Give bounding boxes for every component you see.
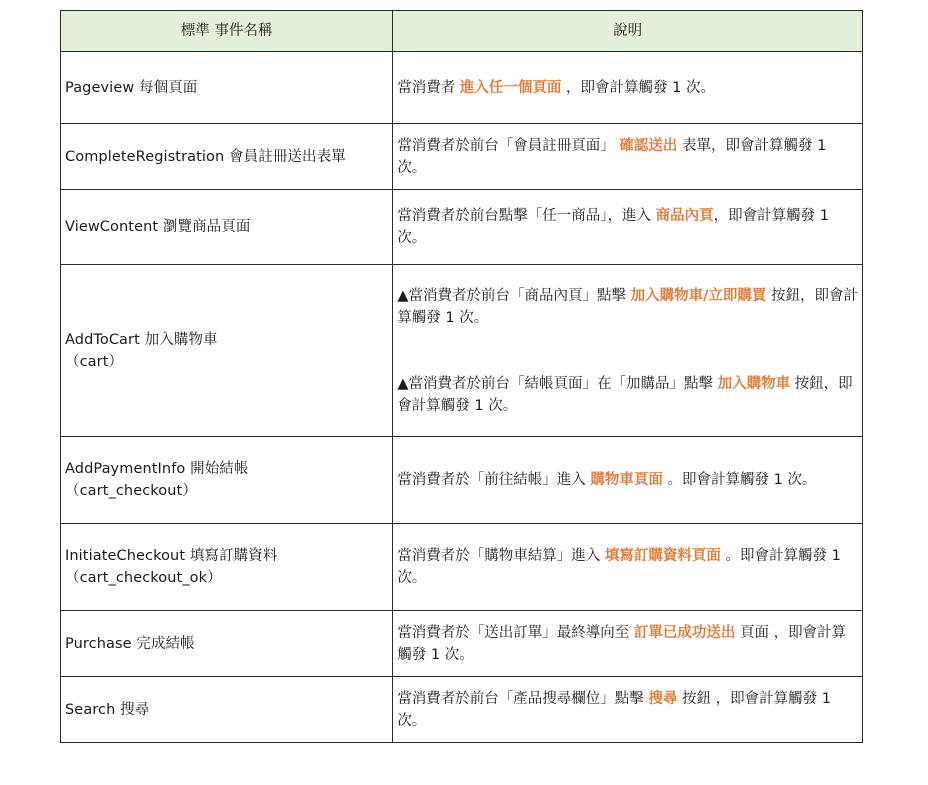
desc-text: 當消費者 — [397, 79, 460, 96]
event-name: Pageview 每個頁面 — [65, 79, 198, 96]
table-row — [61, 524, 863, 611]
header-event-name: 標準 事件名稱 — [61, 11, 393, 52]
desc-text: 按鈕，即會計算觸發 1 次。 — [397, 287, 858, 326]
table-row — [61, 190, 863, 265]
table-row — [61, 124, 863, 190]
desc-highlight: 搜尋 — [648, 690, 678, 707]
desc-paragraph — [397, 373, 858, 417]
desc-text: ▲當消費者於前台「結帳頁面」在「加購品」點擊 — [397, 375, 718, 392]
event-description-cell — [393, 190, 863, 265]
desc-highlight: 加入購物車 — [717, 375, 791, 392]
event-name-cell — [61, 611, 393, 677]
desc-text: ▲當消費者於前台「商品內頁」點擊 — [397, 287, 631, 304]
desc-text: 當消費者於前台「產品搜尋欄位」點擊 — [397, 690, 649, 707]
desc-text: 。即會計算觸發 1 次。 — [397, 548, 841, 586]
desc-text: 當消費者於前台點擊「任一商品」，進入 — [397, 208, 656, 224]
table-row — [61, 611, 863, 677]
event-description-cell — [393, 611, 863, 677]
event-name-cell — [61, 190, 393, 265]
desc-text: ，即會計算觸發 1 次。 — [397, 208, 830, 246]
event-name: AddToCart 加入購物車 — [65, 331, 218, 348]
desc-text: 按鈕 ，即會計算觸發 1 次。 — [397, 690, 831, 729]
desc-highlight: 訂單已成功送出 — [633, 624, 736, 641]
event-name-cell — [61, 437, 393, 524]
event-description-cell — [393, 52, 863, 124]
event-code: （cart_checkout） — [65, 483, 197, 499]
desc-text: 按鈕，即會計算觸發 1 次。 — [397, 375, 853, 414]
desc-text: 當消費者於「購物車結算」進入 — [397, 548, 605, 564]
event-name: ViewContent 瀏覽商品頁面 — [65, 219, 251, 235]
event-name: Search 搜尋 — [65, 701, 150, 718]
desc-text: 表單，即會計算觸發 1 次。 — [397, 137, 827, 176]
paragraph-spacer — [397, 329, 858, 373]
table-row — [61, 437, 863, 524]
event-description-cell — [393, 437, 863, 524]
event-name: CompleteRegistration 會員註冊送出表單 — [65, 148, 346, 165]
desc-paragraph — [397, 285, 858, 329]
table-row — [61, 52, 863, 124]
event-description-cell — [393, 265, 863, 437]
event-name-cell — [61, 265, 393, 437]
event-name-cell — [61, 524, 393, 611]
event-name-cell — [61, 124, 393, 190]
desc-text: ，即會計算觸發 1 次。 — [561, 79, 715, 96]
event-name-cell — [61, 677, 393, 743]
desc-text: 。即會計算觸發 1 次。 — [662, 472, 817, 488]
event-name: Purchase 完成結帳 — [65, 635, 195, 652]
desc-highlight: 進入任一個頁面 — [459, 79, 562, 96]
desc-text: 頁面 ，即會計算觸發 1 次。 — [397, 624, 847, 663]
event-description-cell — [393, 524, 863, 611]
event-name-cell — [61, 52, 393, 124]
event-name: InitiateCheckout 填寫訂購資料 — [65, 548, 278, 564]
desc-highlight: 確認送出 — [619, 137, 678, 154]
desc-highlight: 購物車頁面 — [590, 472, 663, 488]
event-name: AddPaymentInfo 開始結帳 — [65, 461, 249, 477]
table-row — [61, 265, 863, 437]
event-description-cell — [393, 677, 863, 743]
desc-highlight: 填寫訂購資料頁面 — [604, 548, 721, 564]
event-description-cell — [393, 124, 863, 190]
desc-highlight: 商品內頁 — [655, 208, 714, 224]
event-code: （cart） — [65, 353, 124, 370]
desc-text: 當消費者於前台「會員註冊頁面」 — [397, 137, 620, 154]
event-definition-table — [60, 10, 863, 743]
event-code: （cart_checkout_ok） — [65, 570, 222, 586]
table-row — [61, 677, 863, 743]
desc-text: 當消費者於「送出訂單」最終導向至 — [397, 624, 634, 641]
desc-text: 當消費者於「前往結帳」進入 — [397, 472, 591, 488]
table-header-row — [61, 11, 863, 52]
header-description: 說明 — [393, 11, 863, 52]
desc-highlight: 加入購物車/立即購買 — [630, 287, 767, 304]
